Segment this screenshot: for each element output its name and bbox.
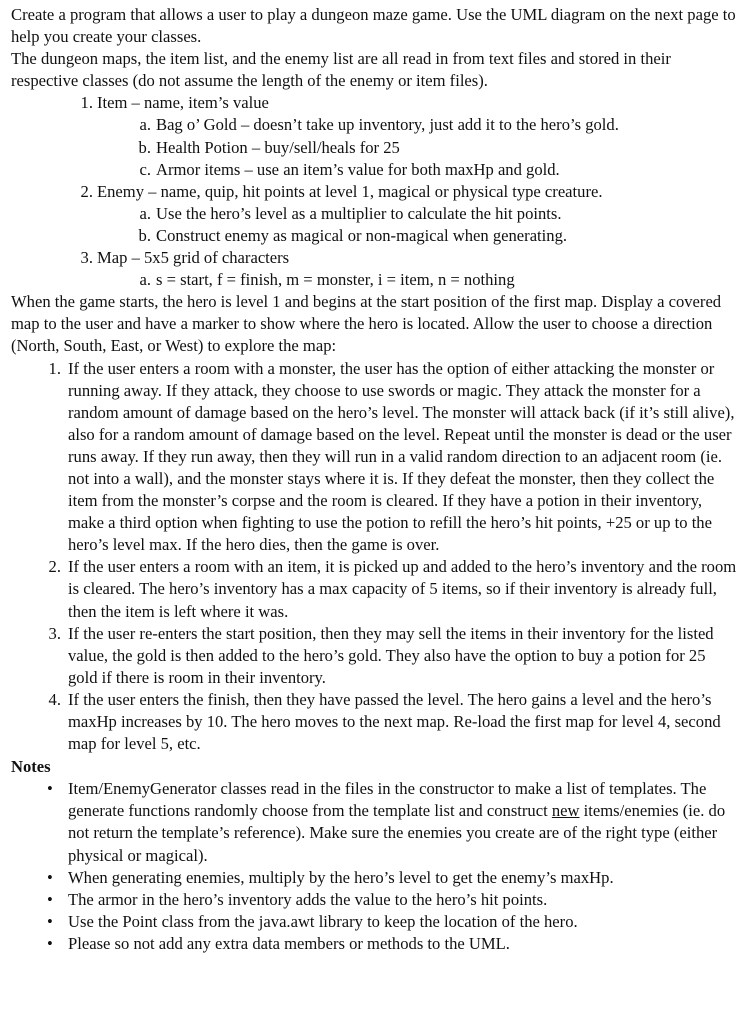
list-number: 1. xyxy=(80,93,93,113)
bullet-icon: • xyxy=(47,889,53,909)
list-text: Construct enemy as magical or non-magical when generating. xyxy=(156,225,568,245)
list-text: Use the hero’s level as a multiplier to calculate the hit points. xyxy=(156,203,562,223)
class-item-2 xyxy=(11,181,739,203)
list-text: Armor items – use an item’s value for both maxHp and gold. xyxy=(156,159,560,179)
note-text-after: items/enemies (ie. do not return the template’s reference). Make sure the enemies you create are of the right type (either physical or magical). xyxy=(68,801,726,865)
class-subitem xyxy=(11,159,739,181)
list-text: Item – name, item’s value xyxy=(97,93,269,113)
notes-heading: Notes xyxy=(11,757,51,777)
game-steps-list xyxy=(11,358,739,756)
list-letter: a. xyxy=(139,115,151,135)
list-text: Bag o’ Gold – doesn’t take up inventory, just add it to the hero’s gold. xyxy=(156,115,619,135)
note-text: Use the Point class from the java.awt library to keep the location of the hero. xyxy=(68,911,578,931)
game-step-1 xyxy=(11,358,739,557)
list-text: s = start, f = finish, m = monster, i = item, n = nothing xyxy=(156,270,515,290)
bullet-icon: • xyxy=(47,933,53,953)
list-text: Map – 5x5 grid of characters xyxy=(97,248,290,268)
class-subitem xyxy=(11,225,739,247)
note-text: Please so not add any extra data members or methods to the UML. xyxy=(68,933,510,953)
list-letter: b. xyxy=(138,225,151,245)
list-number: 3. xyxy=(80,248,93,268)
note-text-before: Item/EnemyGenerator classes read in the files in the constructor to make a list of templates. The generate functions randomly choose from the template list and construct xyxy=(68,779,707,821)
list-text: If the user enters the finish, then they have passed the level. The hero gains a level and the hero’s maxHp increases by 10. The hero moves to the next map. Re-load the first map for level 4, second map for level 5, etc. xyxy=(68,689,721,754)
game-step-4 xyxy=(11,689,739,755)
bullet-icon: • xyxy=(47,779,53,799)
list-text: If the user enters a room with a monster, the user has the option of either attacking the monster or running away. If they attack, they choose to use swords or magic. They attack the monster for a random amount of damage based on the hero’s level. The monster will attack back (if it’s still alive), also for a random amount of damage based on the level. Repeat until the monster is dead or the user runs away. If they run away, then they will run in a valid random direction to an adjacent room (ie. not into a wall), and the monster stays where it is. If they defeat the monster, then they collect the item from the monster’s corpse and the room is cleared. If they have a potion in their inventory, make a third option when fighting to use the potion to refill the hero’s hit points, +25 or up to the hero’s level max. If the hero dies, then the game is over. xyxy=(68,358,735,555)
list-letter: a. xyxy=(139,203,151,223)
note-item-5 xyxy=(11,933,739,955)
list-text: If the user enters a room with an item, it is picked up and added to the hero’s inventory and the room is cleared. The hero’s inventory has a max capacity of 5 items, so if their inventory is already full, then the item is left where it was. xyxy=(68,557,737,621)
list-number: 2. xyxy=(80,181,93,201)
note-item-3 xyxy=(11,889,739,911)
class-list xyxy=(11,92,739,291)
class-subitem xyxy=(11,114,739,136)
note-item-2 xyxy=(11,867,739,889)
class-item-3 xyxy=(11,247,739,269)
note-item-4 xyxy=(11,911,739,933)
game-step-2 xyxy=(11,556,739,622)
list-number: 4. xyxy=(48,689,61,709)
notes-list xyxy=(11,778,739,955)
list-number: 1. xyxy=(48,358,61,378)
list-letter: a. xyxy=(139,270,151,290)
note-item-1 xyxy=(11,778,739,866)
note-underlined-word: new xyxy=(551,801,580,821)
class-subitem xyxy=(11,269,739,291)
intro-paragraph-1: Create a program that allows a user to play a dungeon maze game. Use the UML diagram on the next page to help you create your classes. xyxy=(11,5,736,47)
game-step-3 xyxy=(11,623,739,689)
list-number: 3. xyxy=(48,623,61,643)
note-text: When generating enemies, multiply by the hero’s level to get the enemy’s maxHp. xyxy=(68,867,614,887)
class-subitem xyxy=(11,203,739,225)
list-text: Enemy – name, quip, hit points at level 1, magical or physical type creature. xyxy=(97,181,603,201)
list-letter: c. xyxy=(139,159,151,179)
bullet-icon: • xyxy=(47,867,53,887)
list-text: Health Potion – buy/sell/heals for 25 xyxy=(156,137,400,157)
class-subitem xyxy=(11,137,739,159)
list-number: 2. xyxy=(48,557,61,577)
game-intro-paragraph: When the game starts, the hero is level 1 and begins at the start position of the first map. Display a covered map to the user and have a marker to show where the hero is located. Allow the user to choose a direction (North, South, East, or West) to explore the map: xyxy=(11,292,722,356)
bullet-icon: • xyxy=(47,911,53,931)
class-item-1 xyxy=(11,92,739,114)
list-letter: b. xyxy=(138,137,151,157)
note-text: The armor in the hero’s inventory adds the value to the hero’s hit points. xyxy=(68,889,548,909)
list-text: If the user re-enters the start position, then they may sell the items in their inventory for the listed value, the gold is then added to the hero’s gold. They also have the option to buy a potion for 25 gold if there is room in their inventory. xyxy=(68,623,714,687)
intro-paragraph-2: The dungeon maps, the item list, and the enemy list are all read in from text files and stored in their respective classes (do not assume the length of the enemy or item files). xyxy=(11,49,671,91)
